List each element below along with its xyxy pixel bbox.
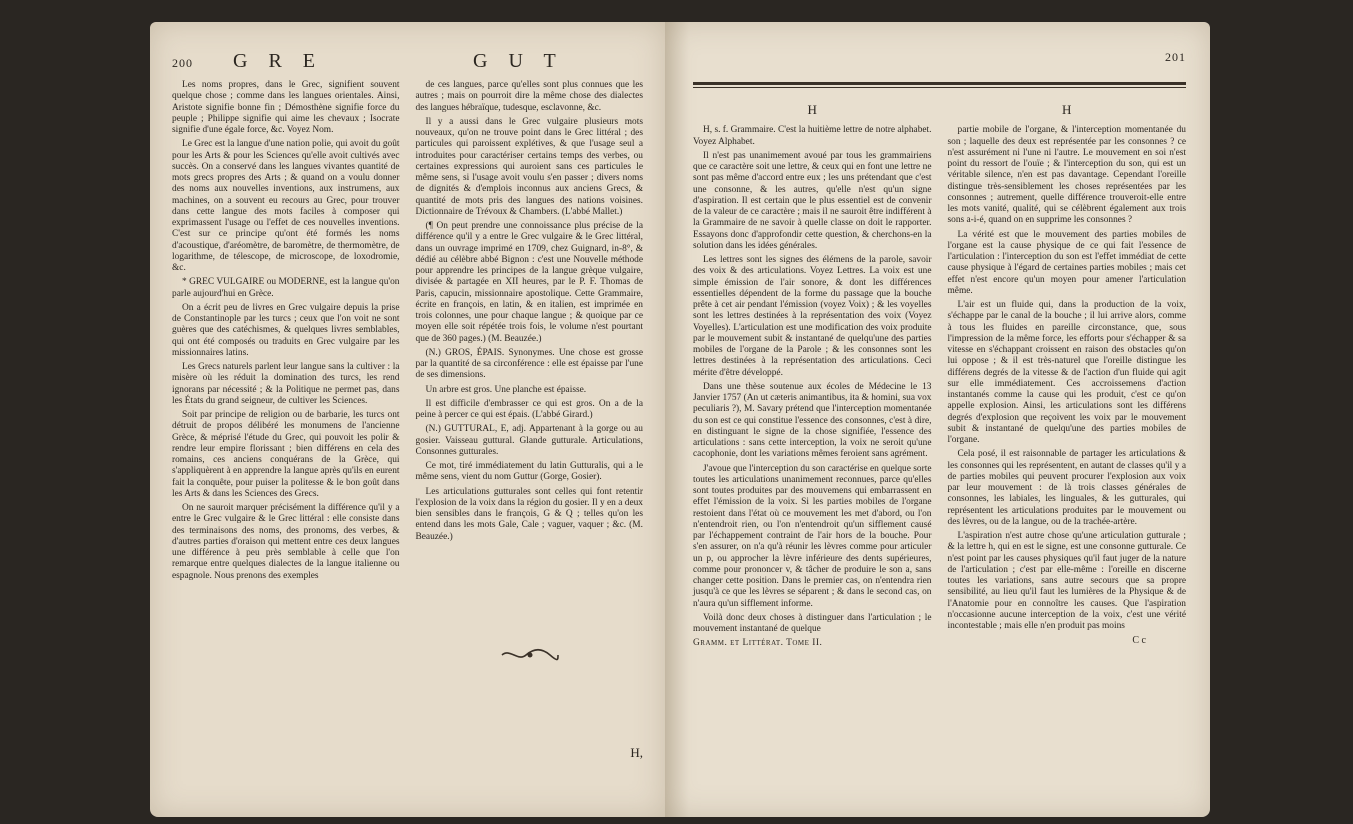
paragraph: Cela posé, il est raisonnable de partager les articulations & les consonnes qui les représentent, en autant de classes qu'il y a de parties mobiles qui peuvent procurer l'explosion aux voix par leur mouvement : de là trois classes générales de consonnes, les labiales, les linguales, & les gutturales, qui représentent les articulations produites par le mouvement ou des lèvres, ou de la langue, ou de la trachée-artère. bbox=[947, 449, 1186, 527]
paragraph: Les Grecs naturels parlent leur langue sans la cultiver : la misère où les réduit la domination des turcs, les rend ignorans par nécessité ; & la Politique ne permet pas, dans les États du grand seigneur, de cultiver les Sciences. bbox=[172, 362, 400, 406]
right-column-1-head: H bbox=[807, 102, 817, 117]
paragraph: L'air est un fluide qui, dans la production de la voix, s'échappe par le canal de la bouche ; il lui arrive alors, comme à tous les fluides en pareille circonstance, que, sous l'impression de la même force, les efforts pour s'échapper & sa vitesse en s'échappant croissent en raison des obstacles qu'on lui oppose ; & il est très-naturel que l'oreille distingue les différens degrés de la vitesse & de l'action d'un fluide qui agit sur elle immédiatement. Ces accroissemens d'action instantanés comme la cause qui les produit, c'est ce qu'on appelle explosion. Ainsi, les articulations sont les différens degrés d'explosion que reçoivent les voix par le mouvement subit & instantané de quelqu'une des parties mobiles de l'organe. bbox=[947, 300, 1186, 445]
right-page-number: 201 bbox=[1165, 50, 1186, 64]
right-column-2 bbox=[948, 104, 1187, 650]
right-column-1 bbox=[693, 104, 932, 650]
paragraph: de ces langues, parce qu'elles sont plus connues que les autres ; mais on pourroit dire la même chose des dialectes des langues hébraïque, tudesque, esclavonne, &c. bbox=[415, 80, 643, 113]
paragraph: Les lettres sont les signes des élémens de la parole, savoir des voix & des articulations. Voyez Lettres. La voix est une simple émission de l'air sonore, & dont les différences essentielles dépendent de la forme du passage que la bouche prête à cet air pendant l'émission (voyez Voix) ; & les voyelles sont les lettres destinées à la représentation des voix (Voyez Voyelles). L'articulation est une modification des voix produite par le mouvement subit & instantané de quelqu'une des parties mobiles de l'organe de la Parole ; & les consonnes sont les lettres destinées à la représentation des articulations. Ceci mérite d'être développé. bbox=[693, 255, 932, 378]
paragraph: (N.) GROS, ÉPAIS. Synonymes. Une chose est grosse par la quantité de sa circonférence : elle est épaisse par l'une de ses dimensions. bbox=[415, 347, 643, 381]
left-running-head-gut: G U T bbox=[473, 50, 564, 72]
paragraph: (¶ On peut prendre une connoissance plus précise de la différence qu'il y a entre le Grec vulgaire & le Grec littéral, dans un ouvrage imprimé en 1709, chez Guignard, in-8°, & dédié au célèbre abbé Bignon : c'est une Nouvelle méthode pour apprendre les principes de la langue grèque vulgaire, divisée & partagée en XII heures, par le P. F. Thomas de Paris, capucin, missionnaire apostolique. Cette Grammaire, écrite en françois, en latin, & en italien, est imprimée en trois colonnes, une pour chaque langue ; & quoique par ce moyen elle soit répétée trois fois, le volume n'est pourtant que de 360 pages.) (M. Beauzée.) bbox=[415, 221, 643, 344]
header-rule-thick bbox=[693, 82, 1186, 85]
ornament-vignette-icon bbox=[500, 648, 560, 662]
paragraph: Voilà donc deux choses à distinguer dans l'articulation ; le mouvement instantané de quelque bbox=[693, 612, 932, 634]
paragraph: Soit par principe de religion ou de barbarie, les turcs ont détruit de propos délibéré les monumens de l'ancienne Grèce, & méprisé l'étude du Grec, qui pouvoit les polir & rendre leur empire florissant ; bien différens en cela des romains, ces anciens conquérans de la Grèce, qui s'appliquèrent à en apprendre la langue après qu'ils en eurent fait la conquête, pour puiser la politesse & le bon goût dans les Arts & dans les Sciences des Grecs. bbox=[172, 410, 400, 499]
paragraph: Ce mot, tiré immédiatement du latin Gutturalis, qui a le même sens, vient du nom Guttur (Gorge, Gosier). bbox=[415, 461, 643, 483]
catchword: H, bbox=[630, 745, 643, 760]
paragraph: (N.) GUTTURAL, E, adj. Appartenant à la gorge ou au gosier. Vaisseau guttural. Glande gutturale. Articulations, Consonnes gutturales. bbox=[415, 424, 643, 457]
paragraph: Un arbre est gros. Une planche est épaisse. bbox=[425, 384, 587, 395]
paragraph: L'aspiration n'est autre chose qu'une articulation gutturale ; & la lettre h, qui en est le signe, est une consonne gutturale. Ce n'est point par les causes physiques qu'il faut juger de la nature de l'articulation ; c'est par elle-même : l'oreille en discerne toutes les variations, sans autre secours que sa propre sensibilité, au lieu qu'il faut les lumières de la Physique & de l'Anatomie pour en connoître les causes. Que l'aspiration n'occasionne aucune interception de la voix, c'est une vérité incontestable ; mais elle n'en produit pas moins bbox=[947, 531, 1186, 631]
header-rule-thin bbox=[693, 87, 1186, 88]
right-running-head bbox=[693, 50, 1186, 70]
paragraph: La vérité est que le mouvement des parties mobiles de l'organe est la cause physique de ce qui fait l'essence de l'articulation : l'interception du son est l'effet immédiat de cette cause physique à l'égard de certaines parties mobiles ; mais cet effet n'est encore qu'un moyen pour amener l'articulation même. bbox=[947, 229, 1186, 296]
left-page bbox=[150, 22, 665, 817]
book-spread bbox=[150, 22, 1210, 817]
paragraph: Il y a aussi dans le Grec vulgaire plusieurs mots nouveaux, qu'on ne trouve point dans le Grec littéral ; des particules qui paroissent explétives, & que l'usage seul a introduites pour caractériser certains temps des verbes, ou certaines expressions qui auroient sans ces particules le même sens, si l'usage avoit voulu s'en passer ; divers noms de dignités & d'emplois inconnus aux anciens Grecs, & quantité de mots pris des langues des nations voisines. Dictionnaire de Trévoux & Chambers. (L'abbé Mallet.) bbox=[415, 116, 643, 217]
paragraph: * GREC VULGAIRE ou MODERNE, est la langue qu'on parle aujourd'hui en Grèce. bbox=[172, 277, 400, 299]
paragraph: Le Grec est la langue d'une nation polie, qui avoit du goût pour les Arts & pour les Sciences qu'elle avoit cultivés avec succès. On a conservé dans les langues vivantes quantité de mots grecs propres des Arts ; & quand on a voulu donner des noms aux nouvelles inventions, aux instrumens, aux machines, on a souvent eu recours au Grec, pour trouver dans cette langue des mots faciles à composer qui exprimassent l'usage ou l'effet de ces nouvelles inventions. C'est sur ce principe qu'ont été formés les noms d'acoustique, d'aréomètre, de baromètre, de thermomètre, de logarithme, de télescope, de microscope, de loxodromie, &c. bbox=[172, 139, 400, 273]
right-page bbox=[665, 22, 1210, 817]
left-column-2 bbox=[416, 80, 644, 585]
left-running-head-gre: G R E bbox=[233, 50, 323, 72]
paragraph: Les noms propres, dans le Grec, signifient souvent quelque chose ; comme dans les langues orientales. Ainsi, Aristote signifie bonne fin ; Démosthène signifie force du peuple ; Philippe signifie qui aime les chevaux ; Isocrate signifie d'une égale force, &c. Voyez Nom. bbox=[172, 80, 400, 135]
paragraph: J'avoue que l'interception du son caractérise en quelque sorte toutes les articulations unanimement reconnues, parce qu'elles sont toutes produites par des mouvemens qui embarrassent en effet l'émission de la voix. Si les parties mobiles de l'organe restoient dans l'état où ce mouvement les met d'abord, ou l'on n'entendroit rien, ou l'on n'entendroit qu'un sifflement causé par l'échappement contraint de l'air hors de la bouche. Pour s'en assurer, on n'a qu'à réunir les lèvres comme pour articuler un p, ou approcher la lèvre inférieure des dents supérieures, comme pour prononcer v, & tâcher de produire le son a, sans changer cette position. Dans le premier cas, on n'entendra rien jusqu'à ce que les lèvres se séparent ; & dans le second cas, on n'aura qu'un sifflement informe. bbox=[693, 463, 932, 609]
paragraph: On a écrit peu de livres en Grec vulgaire depuis la prise de Constantinople par les turcs ; ceux que l'on voit ne sont guères que des catéchismes, & quelques livres semblables, qui ont été composés ou traduits en Grec vulgaire par les missionnaires latins. bbox=[172, 302, 400, 358]
signature-mark: C c bbox=[1132, 635, 1146, 647]
left-running-head bbox=[172, 50, 643, 70]
right-column-2-head: H bbox=[1062, 102, 1072, 117]
paragraph: H, s. f. Grammaire. C'est la huitième lettre de notre alphabet. Voyez Alphabet. bbox=[693, 125, 932, 147]
paragraph: Les articulations gutturales sont celles qui font retentir l'explosion de la voix dans la région du gosier. Il y en a deux bien sensibles dans le françois, G & Q ; telles qu'on les entend dans les mots Gale, Cale ; vaguer, vaquer ; &c. (M. Beauzée.) bbox=[415, 486, 643, 542]
left-column-1 bbox=[172, 80, 400, 585]
right-columns bbox=[693, 104, 1186, 650]
left-columns bbox=[172, 80, 643, 585]
paragraph: Dans une thèse soutenue aux écoles de Médecine le 13 Janvier 1757 (An ut cæteris animantibus, ita & homini, sua vox peculiaris ?), M. Savary prétend que l'interception momentanée du son est ce qui constitue l'essence des consonnes, c'est à dire, en distinguant le signe de la chose signifiée, l'essence des articulations : sans cette interception, la voix ne seroit qu'une cacophonie, dont les variations mêmes feroient sans agrément. bbox=[693, 381, 932, 460]
volume-footer: Gramm. et Littérat. Tome II. bbox=[693, 638, 823, 649]
left-page-number: 200 bbox=[172, 56, 193, 70]
paragraph: partie mobile de l'organe, & l'interception momentanée du son ; laquelle des deux est représentée par les consonnes ? ce n'est assurément ni l'une ni l'autre. Le mouvement en soi n'est point du ressort de l'ouïe ; & l'interception du son, qui est un véritable silence, n'en est pas davantage. Cependant l'oreille distingue très-sensiblement les choses représentées par les consonnes ; autrement, quelle différence trouveroit-elle entre les mots vanité, qualité, qui se célèbrent également aux trois sons a-i-é, quand on en supprime les consonnes ? bbox=[947, 125, 1186, 226]
paragraph: Il n'est pas unanimement avoué par tous les grammairiens que ce caractère soit une lettre, & ceux qui en font une lettre ne sont pas même d'accord entre eux ; les uns prétendant que c'est une consonne, & les autres, qu'elle n'est qu'un signe d'aspiration. Il est certain que le plus essentiel est de convenir de la valeur de ce caractère ; mais il ne sauroit être indifférent à la Grammaire de ne savoir à quelle classe on doit le rapporter. Essayons donc d'approfondir cette question, & cherchons-en la solution dans les idées générales. bbox=[693, 150, 932, 251]
paragraph: On ne sauroit marquer précisément la différence qu'il y a entre le Grec vulgaire & le Grec littéral : elle consiste dans des terminaisons des noms, des pronoms, des verbes, & d'autres parties d'oraison qui mettent entre ces deux langues une différence à peu près semblable à celle que l'on remarque entre quelques dialectes de la langue italienne ou espagnole. Nous prenons des exemples bbox=[172, 503, 400, 581]
paragraph: Il est difficile d'embrasser ce qui est gros. On a de la peine à percer ce qui est épais. (L'abbé Girard.) bbox=[415, 398, 643, 420]
